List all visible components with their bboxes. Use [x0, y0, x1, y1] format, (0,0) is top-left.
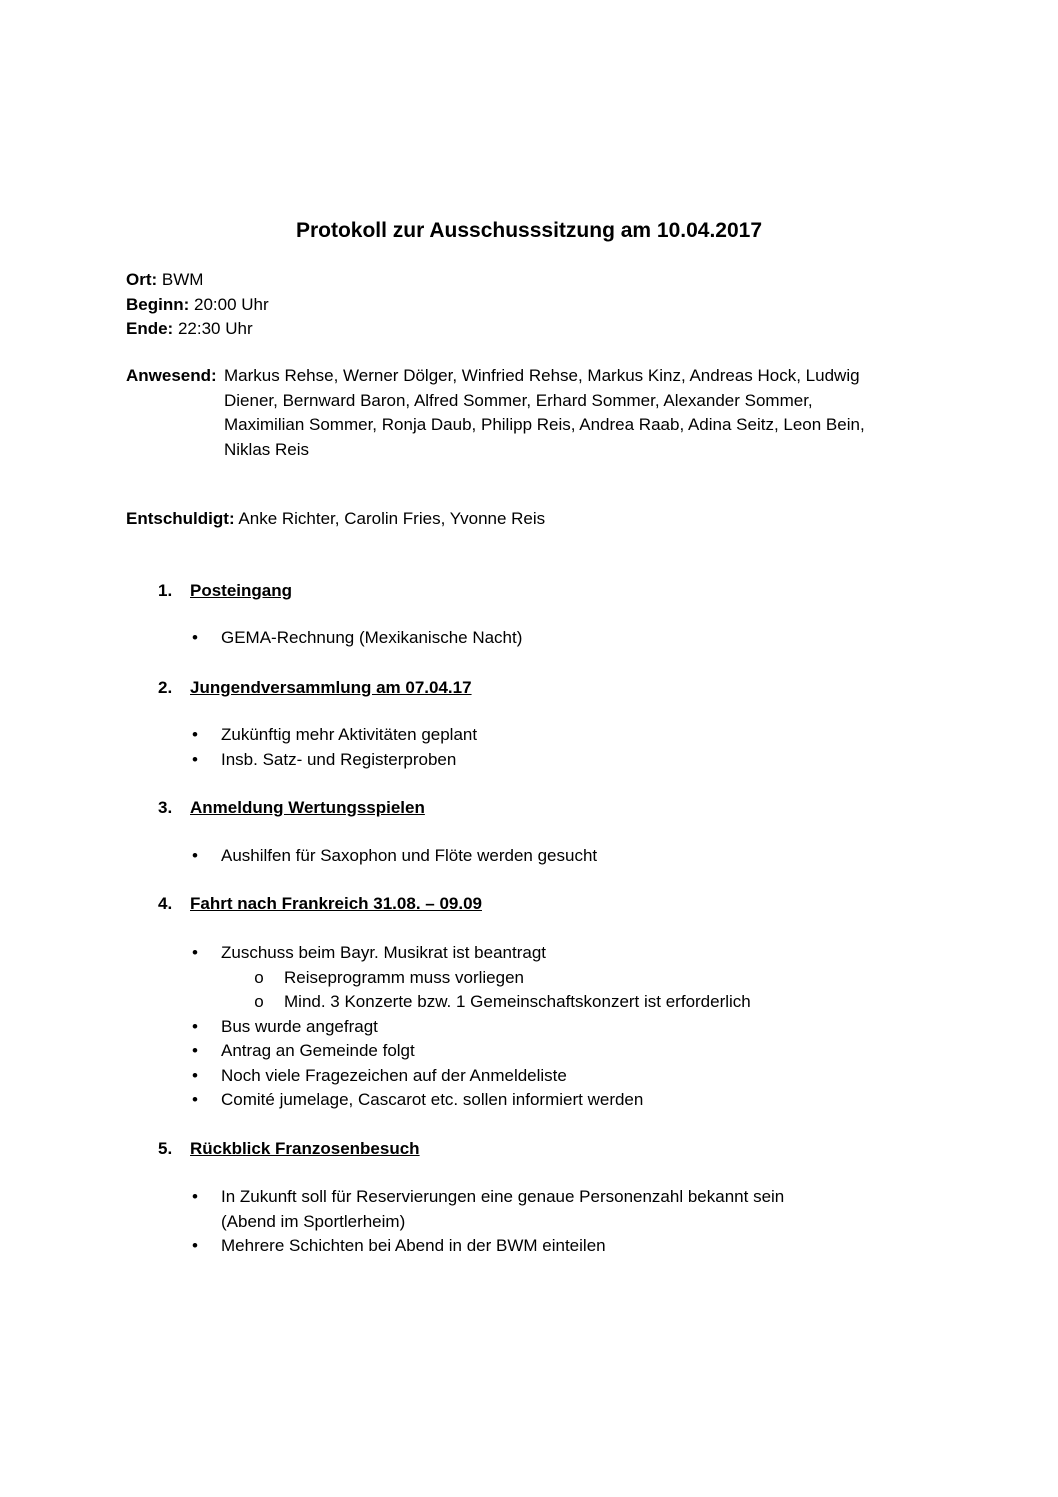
agenda-item-heading: 3. Anmeldung Wertungsspielen	[158, 798, 425, 817]
bullet-item: • GEMA-Rechnung (Mexikanische Nacht)	[192, 628, 523, 647]
bullet-item: • Mehrere Schichten bei Abend in der BWM einteilen	[192, 1236, 606, 1255]
bullet-item: • Bus wurde angefragt	[192, 1016, 378, 1036]
meta-ende: Ende: 22:30 Uhr	[126, 319, 253, 338]
agenda-item-heading: 4. Fahrt nach Frankreich 31.08. – 09.09	[158, 894, 482, 913]
attendees-names	[224, 364, 904, 462]
attendees-line: Markus Rehse, Werner Dölger, Winfried Rehse, Markus Kinz, Andreas Hock, Ludwig	[224, 366, 860, 385]
meta-beginn: Beginn: 20:00 Uhr	[126, 294, 269, 314]
meeting-meta	[126, 268, 269, 342]
bullet-item: • Zuschuss beim Bayr. Musikrat ist beantragt	[192, 943, 547, 962]
bullet-item: • Noch viele Fragezeichen auf der Anmeldeliste	[192, 1065, 567, 1085]
attendees-line: Niklas Reis	[224, 439, 310, 459]
sub-bullet-item: o Reiseprogramm muss vorliegen	[254, 967, 524, 987]
agenda-item-heading: 2. Jungendversammlung am 07.04.17	[158, 678, 472, 697]
meta-ort: Ort: BWM	[126, 270, 204, 289]
attendees-label: Anwesend:	[126, 366, 217, 385]
excused-names: Anke Richter, Carolin Fries, Yvonne Reis	[234, 509, 546, 528]
agenda-item-bullets	[190, 626, 522, 651]
agenda-item-bullets	[190, 941, 751, 1113]
agenda-item-heading: 5. Rückblick Franzosenbesuch	[158, 1139, 420, 1158]
excused	[126, 507, 545, 532]
agenda-item-bullets	[190, 844, 597, 869]
agenda-item-heading: 1. Posteingang	[158, 581, 293, 600]
bullet-item: • Insb. Satz- und Registerproben	[192, 749, 457, 769]
excused-label: Entschuldigt:	[126, 509, 235, 528]
bullet-item: • In Zukunft soll für Reservierungen eine genaue Personenzahl bekannt sein	[192, 1187, 785, 1206]
agenda-item-bullets	[190, 1185, 784, 1259]
bullet-item: • Comité jumelage, Cascarot etc. sollen informiert werden	[192, 1090, 644, 1109]
attendees-line: Maximilian Sommer, Ronja Daub, Philipp Reis, Andrea Raab, Adina Seitz, Leon Bein,	[224, 415, 865, 434]
attendees-line: Diener, Bernward Baron, Alfred Sommer, Erhard Sommer, Alexander Sommer,	[224, 390, 813, 410]
agenda-item-bullets	[190, 723, 477, 772]
bullet-item: • Zukünftig mehr Aktivitäten geplant	[192, 725, 478, 744]
bullet-continuation: (Abend im Sportlerheim)	[221, 1211, 406, 1231]
bullet-item: • Aushilfen für Saxophon und Flöte werden gesucht	[192, 846, 598, 865]
document-title: Protokoll zur Ausschusssitzung am 10.04.2017	[295, 219, 763, 242]
bullet-item: • Antrag an Gemeinde folgt	[192, 1041, 415, 1060]
sub-bullet-item: o Mind. 3 Konzerte bzw. 1 Gemeinschaftskonzert ist erforderlich	[254, 992, 751, 1011]
